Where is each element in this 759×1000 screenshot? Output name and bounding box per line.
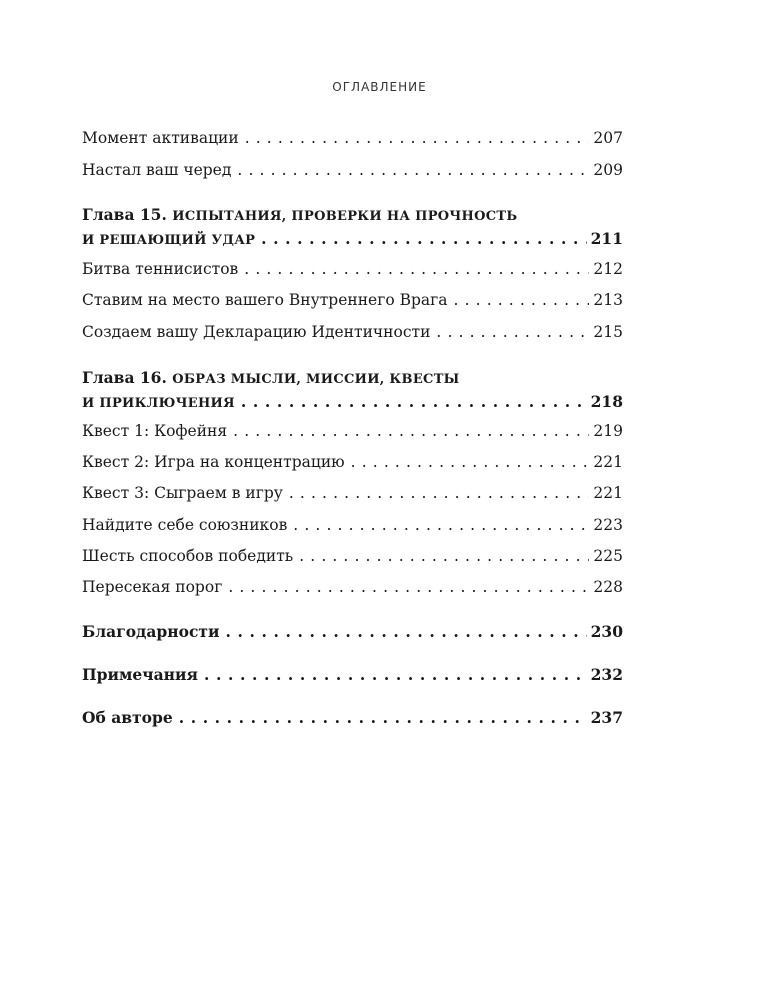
chapter-16-heading[interactable] bbox=[82, 368, 460, 390]
toc-entry-label: Об авторе bbox=[82, 708, 173, 727]
leader-dots bbox=[179, 708, 587, 728]
chapter-16-entry[interactable] bbox=[82, 392, 623, 414]
toc-entry-label: Настал ваш черед bbox=[82, 161, 232, 179]
leader-dots bbox=[261, 229, 586, 249]
toc-entry-acknowledgements[interactable] bbox=[82, 622, 623, 642]
toc-entry-about-author[interactable] bbox=[82, 708, 623, 728]
toc-entry[interactable] bbox=[82, 421, 623, 441]
toc-entry-page: 225 bbox=[593, 547, 623, 565]
toc-entry[interactable] bbox=[82, 515, 623, 535]
leader-dots bbox=[289, 483, 589, 503]
toc-entry-label: Найдите себе союзников bbox=[82, 516, 288, 534]
leader-dots bbox=[244, 259, 589, 279]
chapter-15-heading[interactable] bbox=[82, 205, 517, 227]
leader-dots bbox=[299, 546, 589, 566]
toc-entry-label: Ставим на место вашего Внутреннего Врага bbox=[82, 291, 448, 309]
chapter-15-entry[interactable] bbox=[82, 229, 623, 251]
toc-entry-page: 230 bbox=[590, 622, 623, 641]
chapter-16-page: 218 bbox=[590, 392, 623, 411]
toc-entry-label: Квест 1: Кофейня bbox=[82, 422, 228, 440]
toc-entry[interactable] bbox=[82, 546, 623, 566]
toc-entry-label: Квест 2: Игра на концентрацию bbox=[82, 453, 345, 471]
toc-entry-page: 215 bbox=[593, 323, 623, 341]
toc-entry[interactable] bbox=[82, 483, 623, 503]
leader-dots bbox=[237, 160, 589, 180]
toc-entry-page: 207 bbox=[593, 129, 623, 147]
leader-dots bbox=[241, 392, 587, 412]
chapter-15-prefix: Глава 15. bbox=[82, 205, 167, 224]
chapter-16-title-line1: ОБРАЗ МЫСЛИ, МИССИИ, КВЕСТЫ bbox=[172, 372, 460, 387]
toc-entry-label: Создаем вашу Декларацию Идентичности bbox=[82, 323, 431, 341]
leader-dots bbox=[204, 665, 587, 685]
toc-entry-label: Квест 3: Сыграем в игру bbox=[82, 484, 283, 502]
toc-entry-label: Битва теннисистов bbox=[82, 260, 239, 278]
toc-entry-page: 209 bbox=[593, 161, 623, 179]
toc-entry[interactable] bbox=[82, 290, 623, 310]
toc-entry[interactable] bbox=[82, 577, 623, 597]
leader-dots bbox=[226, 622, 587, 642]
toc-entry[interactable] bbox=[82, 322, 623, 342]
leader-dots bbox=[245, 128, 589, 148]
toc-entry-label: Примечания bbox=[82, 665, 198, 684]
toc-entry-page: 219 bbox=[593, 422, 623, 440]
toc-entry-page: 237 bbox=[590, 708, 623, 727]
toc-entry-label: Момент активации bbox=[82, 129, 239, 147]
toc-entry-page: 212 bbox=[593, 260, 623, 278]
chapter-15-page: 211 bbox=[590, 229, 623, 248]
chapter-16-title-line2: И ПРИКЛЮЧЕНИЯ bbox=[82, 396, 235, 411]
toc-entry-page: 221 bbox=[593, 453, 623, 471]
toc-entry-page: 221 bbox=[593, 484, 623, 502]
chapter-15-title-line1: ИСПЫТАНИЯ, ПРОВЕРКИ НА ПРОЧНОСТЬ bbox=[172, 209, 518, 224]
toc-entry-page: 228 bbox=[593, 578, 623, 596]
toc-entry-page: 223 bbox=[593, 516, 623, 534]
leader-dots bbox=[351, 452, 589, 472]
toc-entry[interactable] bbox=[82, 259, 623, 279]
leader-dots bbox=[454, 290, 589, 310]
leader-dots bbox=[436, 322, 589, 342]
toc-entry-label: Благодарности bbox=[82, 622, 220, 641]
toc-entry[interactable] bbox=[82, 160, 623, 180]
leader-dots bbox=[228, 577, 589, 597]
toc-entry-label: Пересекая порог bbox=[82, 578, 223, 596]
toc-entry-page: 213 bbox=[593, 291, 623, 309]
toc-entry-page: 232 bbox=[590, 665, 623, 684]
toc-entry-label: Шесть способов победить bbox=[82, 547, 294, 565]
leader-dots bbox=[293, 515, 589, 535]
leader-dots bbox=[233, 421, 589, 441]
toc-entry[interactable] bbox=[82, 128, 623, 148]
page-title: ОГЛАВЛЕНИЕ bbox=[332, 80, 427, 94]
chapter-16-prefix: Глава 16. bbox=[82, 368, 167, 387]
toc-entry-notes[interactable] bbox=[82, 665, 623, 685]
chapter-15-title-line2: И РЕШАЮЩИЙ УДАР bbox=[82, 233, 256, 248]
toc-entry[interactable] bbox=[82, 452, 623, 472]
